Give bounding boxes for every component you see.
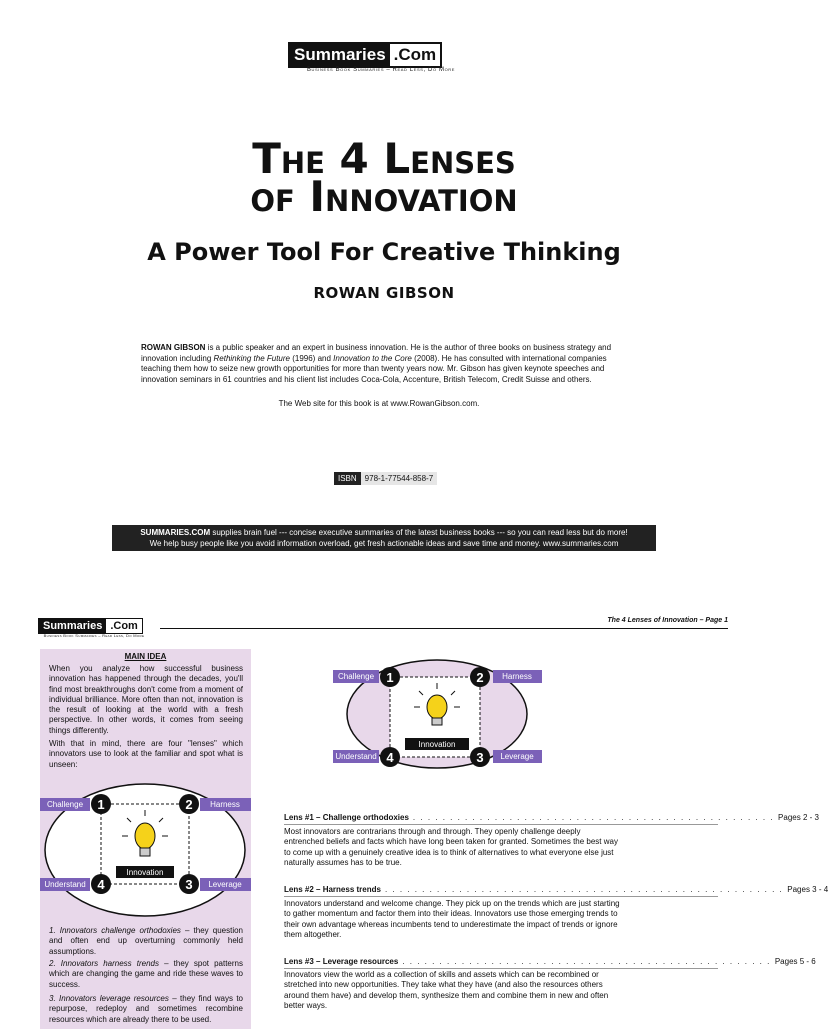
author-bio [141, 343, 617, 385]
diagram-large-understand-label: Understand [335, 752, 377, 761]
lens-1-title: Lens #1 – Challenge orthodoxies [284, 813, 409, 822]
page-logo-part-1: Summaries [39, 619, 106, 633]
isbn-value: 978-1-77544-858-7 [361, 472, 438, 485]
lens-3-dot-leader: . . . . . . . . . . . . . . . . . . . . . . . . . . . . . . . . . . . . . . . . . . . . . . . . . . [402, 957, 771, 966]
main-idea-paragraph-2: With that in mind, there are four "lenses" which innovators use to look at the familiar and spot what is unseen: [49, 739, 243, 769]
diagram-small-node-2-label: 2 [185, 797, 193, 812]
lens-2-heading [284, 885, 828, 894]
bio-book-2: Innovation to the Core [333, 353, 412, 363]
isbn-box [334, 472, 437, 485]
main-idea-item-3-label: 3. Innovators leverage resources [49, 994, 169, 1003]
book-author: ROWAN GIBSON [313, 284, 455, 302]
diagram-large-node-3-label: 3 [476, 750, 484, 765]
diagram-large-node-1-label: 1 [386, 670, 394, 685]
main-idea-item-3 [49, 994, 243, 1025]
book-title-line-1: The 4 Lenses [252, 134, 516, 183]
lens-2-dot-leader: . . . . . . . . . . . . . . . . . . . . . . . . . . . . . . . . . . . . . . . . . . . . . . . . . . . . . . [384, 885, 784, 894]
lens-1-heading [284, 813, 819, 822]
diagram-large-node-4-label: 4 [386, 750, 394, 765]
bio-name: ROWAN GIBSON [141, 343, 206, 352]
summaries-banner [112, 525, 656, 551]
logo-part-2: .Com [390, 44, 441, 66]
lens-1-text: Most innovators are contrarians through and through. They openly challenge deeply entrenched beliefs and facts which have long been taken for granted. Sometimes the best way to come up with a genuinely creative idea is to think of alternatives to what everyone else just naturally assumes has to be true. [284, 827, 618, 867]
page-header-rule [160, 628, 728, 629]
diagram-small-node-1-label: 1 [97, 797, 105, 812]
lens-3-pages: Pages 5 - 6 [774, 957, 816, 966]
book-subtitle: A Power Tool For Creative Thinking [147, 238, 621, 266]
diagram-small-challenge-label: Challenge [46, 800, 84, 809]
diagram-small-leverage-label: Leverage [208, 880, 242, 889]
bio-text-2: (1996) and [290, 353, 334, 363]
lens-1-rule [284, 824, 718, 825]
bio-text-3: (2008). He has consulted with international companies teaching them how to seize new growth opportunities for more than twenty years now. Mr. Gibson has given keynote speeches and innovation seminars in 61 countries and his client list includes Coca-Cola, Accenture, British Telecom, Credit Suisse and others. [141, 353, 607, 384]
isbn-label: ISBN [334, 472, 361, 485]
page-logo [38, 618, 143, 634]
diagram-large-challenge-label: Challenge [337, 672, 375, 681]
main-idea-item-1 [49, 926, 243, 957]
diagram-large-center-label: Innovation [418, 740, 456, 749]
lens-1-dot-leader: . . . . . . . . . . . . . . . . . . . . . . . . . . . . . . . . . . . . . . . . . . . . . . . . . [412, 813, 775, 822]
bio-book-1: Rethinking the Future [213, 353, 290, 363]
main-idea-heading: MAIN IDEA [124, 652, 167, 661]
main-idea-item-2-label: 2. Innovators harness trends [49, 959, 160, 968]
diagram-small-node-4-label: 4 [97, 877, 105, 892]
bio-text-1: is a public speaker and an expert in business innovation. He is the author of three books on business strategy and innovation including [141, 343, 612, 363]
lens-3-rule [284, 968, 718, 969]
main-idea-paragraph-1: When you analyze how successful business innovation has happened through the decades, you'll find most breakthroughs don't come from a moment of individual brilliance. More often than not, innovation is the result of looking at the world with a fresh perspective. In other words, it comes from seeing things differently. [49, 664, 243, 735]
main-idea-item-3-text: – they find ways to repurpose, redeploy and sometimes recombine resources which are already there to be used. [49, 994, 243, 1024]
lens-2-title: Lens #2 – Harness trends [284, 885, 381, 894]
diagram-large-harness-label: Harness [502, 672, 532, 681]
book-website: The Web site for this book is at www.RowanGibson.com. [278, 399, 480, 408]
main-idea-item-1-text: – they question and often end up overturning commonly held assumptions. [49, 926, 243, 956]
diagram-large-node-2-label: 2 [476, 670, 484, 685]
logo-part-1: Summaries [290, 44, 390, 66]
diagram-small-center-label: Innovation [126, 868, 164, 877]
diagram-small-understand-label: Understand [44, 880, 86, 889]
main-idea-item-2-text: – they spot patterns which are changing the game and ride these waves to success. [49, 959, 243, 989]
diagram-small-harness-label: Harness [210, 800, 240, 809]
lenses-diagram-small [40, 780, 251, 920]
summaries-logo [288, 42, 442, 68]
lens-3-heading [284, 957, 816, 966]
lens-2-pages: Pages 3 - 4 [787, 885, 828, 894]
page-header-title: The 4 Lenses of Innovation – Page 1 [607, 617, 728, 624]
diagram-small-node-3-label: 3 [185, 877, 193, 892]
banner-brand: SUMMARIES.COM [140, 528, 211, 537]
lenses-diagram-large [333, 655, 542, 773]
lens-3-text: Innovators view the world as a collection of skills and assets which can be recombined or stretched into new opportunities. They take what they have (and also the resources others around them have) and develop them, synthesize them and combine them in new and often better ways. [284, 970, 609, 1010]
banner-line-1: supplies brain fuel --- concise executive summaries of the latest business books --- so you can read less but do more! [210, 528, 628, 537]
lens-2-rule [284, 896, 718, 897]
main-idea-item-1-label: 1. Innovators challenge orthodoxies [49, 926, 181, 935]
logo-tagline: Business Book Summaries – Read Less, Do More [306, 67, 456, 73]
banner-line-2: We help busy people like you avoid information overload, get fresh actionable ideas and save time and money. www.summaries.com [149, 539, 619, 548]
lens-3-title: Lens #3 – Leverage resources [284, 957, 399, 966]
book-title-line-2: of Innovation [250, 172, 518, 221]
diagram-large-leverage-label: Leverage [500, 752, 534, 761]
main-idea-item-2 [49, 959, 243, 990]
page-logo-part-2: .Com [106, 619, 142, 633]
lens-1-pages: Pages 2 - 3 [778, 813, 819, 822]
lens-2-text: Innovators understand and welcome change. They pick up on the trends which are just starting to gather momentum and factor them into their ideas. Innovators use those emerging trends to their own advantage whereas incumbents tend to underestimate the impact of trends or ignore them altogether. [284, 899, 620, 939]
page-logo-tagline: Business Book Summaries – Read Less, Do More [43, 633, 145, 638]
